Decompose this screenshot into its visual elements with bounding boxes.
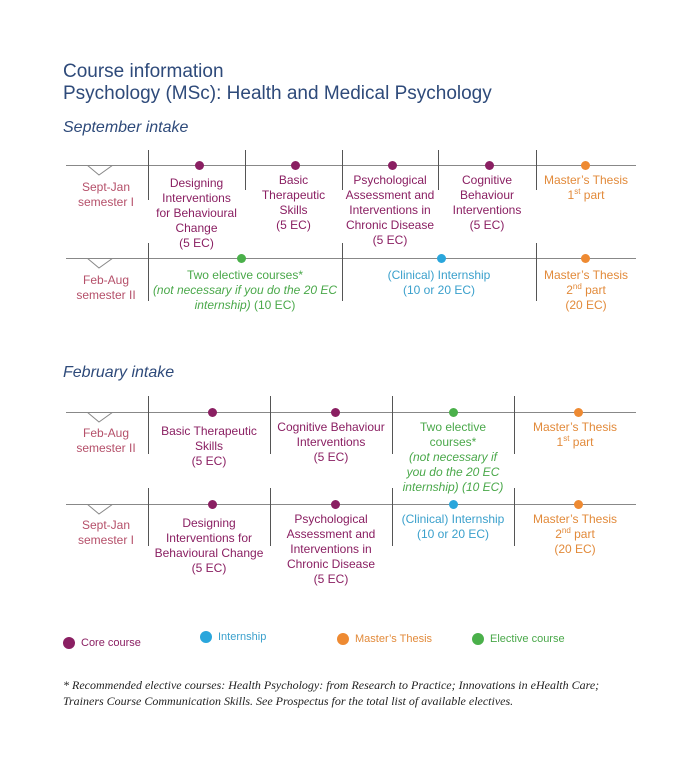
september-intake-heading: September intake — [63, 119, 189, 136]
clinical-internship: (Clinical) Internship (10 or 20 EC) — [387, 268, 491, 297]
february-intake-heading: February intake — [63, 364, 175, 381]
thesis-part-1: Master’s Thesis 1st part — [543, 173, 629, 202]
feb-row1-notch — [85, 412, 125, 426]
page-title — [63, 61, 492, 105]
core-course-dot — [388, 161, 397, 170]
sept-row1-line — [66, 165, 636, 166]
feb-row1-line — [66, 412, 636, 413]
core-course-dot — [291, 161, 300, 170]
course-designing-interventions: Designing Interventions for Behavioural Change (5 EC) — [156, 176, 237, 250]
core-course-dot — [195, 161, 204, 170]
legend-elective-course: Elective course — [472, 633, 565, 645]
thesis-dot — [581, 161, 590, 170]
internship-dot — [437, 254, 446, 263]
internship-dot — [449, 500, 458, 509]
feb-row2-notch — [85, 504, 125, 518]
elective-dot — [472, 633, 484, 645]
elective-courses: Two elective courses* (not necessary if you do the 20 EC internship) (10 EC) — [402, 420, 504, 494]
clinical-internship: (Clinical) Internship (10 or 20 EC) — [401, 512, 505, 541]
thesis-dot — [574, 500, 583, 509]
thesis-part-2: Master’s Thesis 2nd part (20 EC) — [532, 512, 618, 556]
legend-internship: Internship — [200, 631, 266, 643]
thesis-part-2: Master’s Thesis 2nd part (20 EC) — [543, 268, 629, 312]
core-course-dot — [331, 408, 340, 417]
elective-dot — [449, 408, 458, 417]
course-psychological-assessment: Psychological Assessment and Interventions in Chronic Disease (5 EC) — [286, 512, 376, 586]
thesis-dot — [574, 408, 583, 417]
legend-masters-thesis: Master’s Thesis — [337, 633, 432, 645]
legend-core-course: Core course — [63, 637, 141, 649]
internship-dot — [200, 631, 212, 643]
title-line-1: Course information — [63, 61, 224, 82]
course-basic-therapeutic-skills: Basic Therapeutic Skills (5 EC) — [261, 173, 326, 232]
elective-courses: Two elective courses* (not necessary if you do the 20 EC internship) (10 EC) — [152, 268, 338, 312]
core-course-dot — [331, 500, 340, 509]
core-course-dot — [208, 500, 217, 509]
sept-row2-notch — [85, 258, 125, 272]
core-course-dot — [485, 161, 494, 170]
course-cognitive-behaviour: Cognitive Behaviour Interventions (5 EC) — [452, 173, 522, 232]
course-cognitive-behaviour: Cognitive Behaviour Interventions (5 EC) — [277, 420, 385, 464]
sept-row2-line — [66, 258, 636, 259]
footnote: * Recommended elective courses: Health Psychology: from Research to Practice; Innovations in eHealth Care; Trainers Course Communication Skills. See Prospectus for the total list of available electives. — [63, 678, 600, 708]
feb-row1-semester: Feb-Aug semester II — [76, 426, 136, 455]
course-psychological-assessment: Psychological Assessment and Interventions in Chronic Disease (5 EC) — [345, 173, 435, 247]
sept-row2-semester: Feb-Aug semester II — [76, 273, 136, 302]
feb-row2-semester: Sept-Jan semester I — [77, 518, 134, 547]
sept-row1-notch — [85, 165, 125, 179]
elective-dot — [237, 254, 246, 263]
core-course-dot — [63, 637, 75, 649]
thesis-dot — [581, 254, 590, 263]
sept-row1-semester: Sept-Jan semester I — [77, 180, 134, 209]
title-line-2: Psychology (MSc): Health and Medical Psychology — [63, 83, 492, 104]
core-course-dot — [208, 408, 217, 417]
thesis-part-1: Master’s Thesis 1st part — [532, 420, 618, 449]
feb-row2-line — [66, 504, 636, 505]
course-basic-therapeutic-skills: Basic Therapeutic Skills (5 EC) — [161, 424, 257, 468]
thesis-dot — [337, 633, 349, 645]
course-designing-interventions: Designing Interventions for Behavioural Change (5 EC) — [154, 516, 264, 575]
